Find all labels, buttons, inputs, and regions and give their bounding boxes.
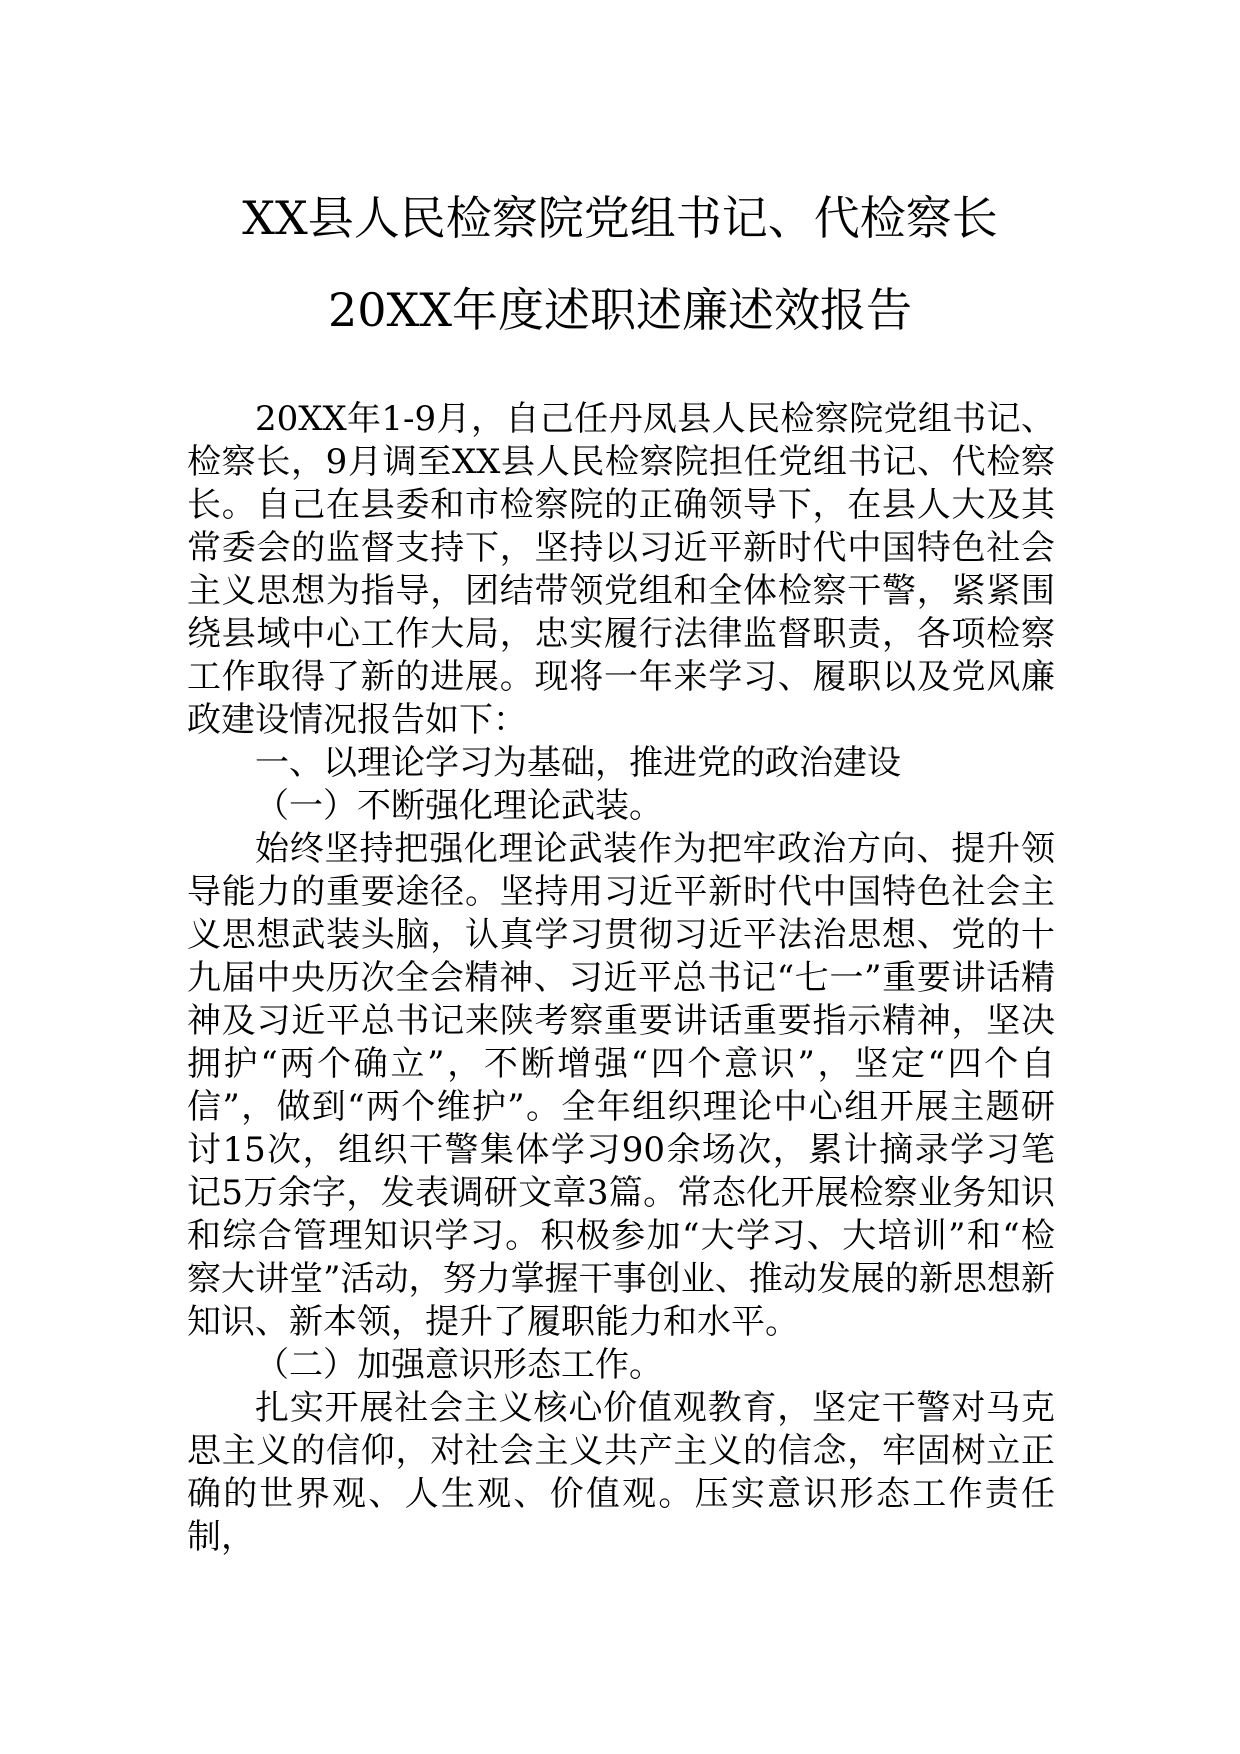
- document-body: [187, 398, 1055, 1559]
- section-heading-1: 一、以理论学习为基础，推进党的政治建设: [255, 743, 901, 783]
- intro-paragraph: 20XX年1-9月，自己任丹凤县人民检察院党组书记、检察长，9月调至XX县人民检察院担任党组书记、代检察长。自己在县委和市检察院的正确领导下，在县人大及其常委会的监督支持下，坚持以习近平新时代中国特色社会主义思想为指导，团结带领党组和全体检察干警，紧紧围绕县域中心工作大局，忠实履行法律监督职责，各项检察工作取得了新的进展。现将一年来学习、履职以及党风廉政建设情况报告如下：: [187, 399, 1055, 740]
- subsection-heading-2: （二）加强意识形态工作。: [255, 1345, 663, 1385]
- body-paragraph-2: 扎实开展社会主义核心价值观教育，坚定干警对马克思主义的信仰，对社会主义共产主义的信念，牢固树立正确的世界观、人生观、价值观。压实意识形态工作责任制，: [187, 1388, 1055, 1557]
- document-title-line2: 20XX年度述职述廉述效报告: [327, 283, 913, 337]
- document-title-line1: XX县人民检察院党组书记、代检察长: [242, 191, 998, 245]
- body-paragraph-1: 始终坚持把强化理论武装作为把牢政治方向、提升领导能力的重要途径。坚持用习近平新时代中国特色社会主义思想武装头脑，认真学习贯彻习近平法治思想、党的十九届中央历次全会精神、习近平总书记“七一”重要讲话精神及习近平总书记来陕考察重要讲话重要指示精神，坚决拥护“两个确立”，不断增强“四个意识”，坚定“四个自信”，做到“两个维护”。全年组织理论中心组开展主题研讨15次，组织干警集体学习90余场次，累计摘录学习笔记5万余字，发表调研文章3篇。常态化开展检察业务知识和综合管理知识学习。积极参加“大学习、大培训”和“检察大讲堂”活动，努力掌握干事创业、推动发展的新思想新知识、新本领，提升了履职能力和水平。: [187, 829, 1055, 1342]
- subsection-heading-1: （一）不断强化理论武装。: [255, 786, 663, 826]
